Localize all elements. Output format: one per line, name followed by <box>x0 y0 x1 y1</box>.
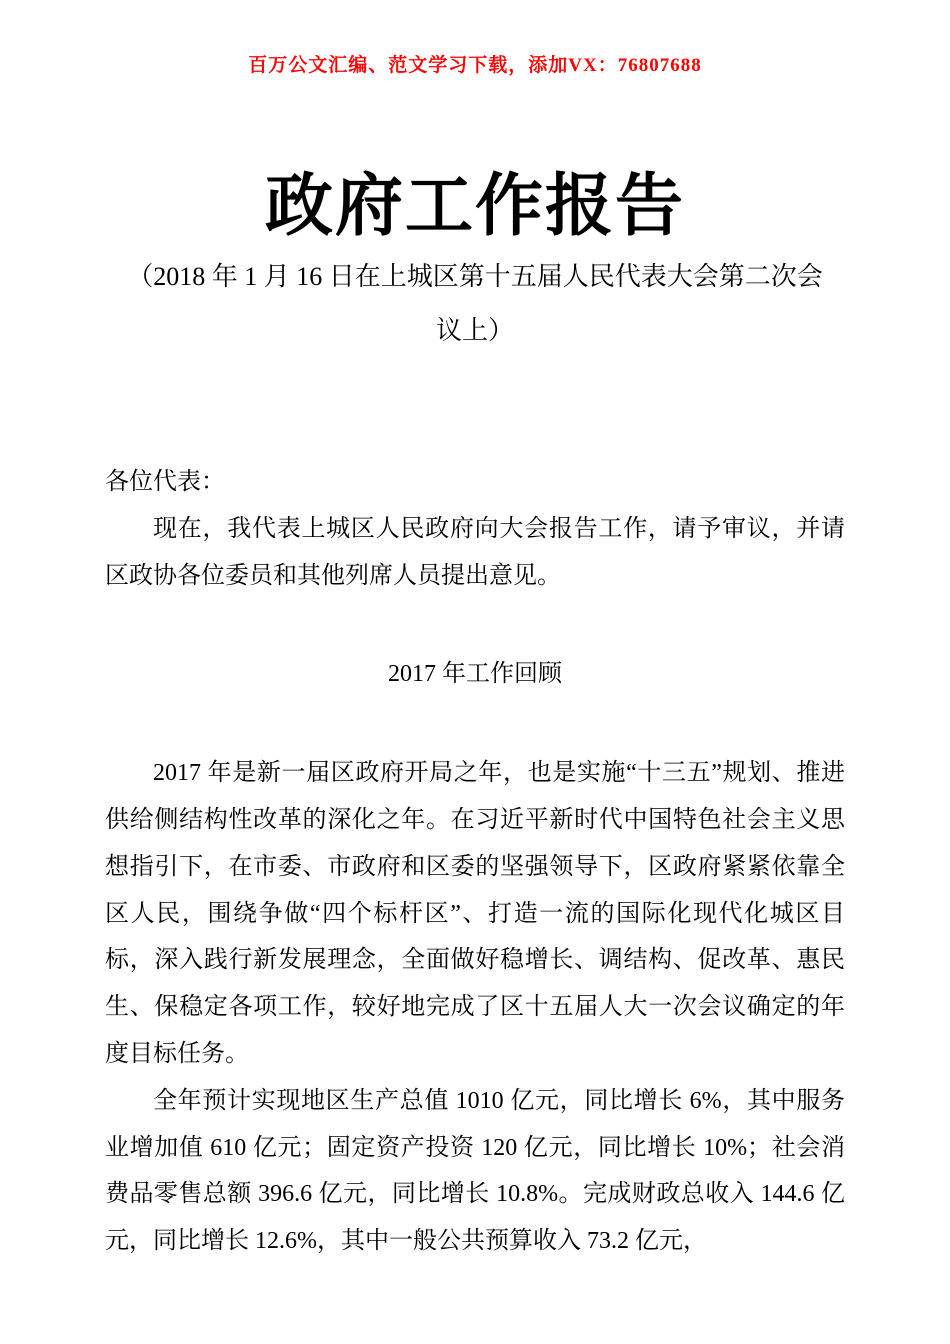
document-subtitle: （2018 年 1 月 16 日在上城区第十五届人民代表大会第二次会议上） <box>127 261 823 346</box>
paragraph-economic-figures: 全年预计实现地区生产总值 1010 亿元，同比增长 6%，其中服务业增加值 610 亿元；固定资产投资 120 亿元，同比增长 10%；社会消费品零售总额 396.6 亿元，同比增长 10.8%。完成财政总收入 144.6 亿元，同比增长 12.6%，其中一般公共预算收入 73.2 亿元， <box>105 1087 845 1255</box>
paragraph-2017-overview: 2017 年是新一届区政府开局之年，也是实施“十三五”规划、推进供给侧结构性改革的深化之年。在习近平新时代中国特色社会主义思想指引下，在市委、市政府和区委的坚强领导下，区政府紧紧依靠全区人民，围绕争做“四个标杆区”、打造一流的国际化现代化城区目标，深入践行新发展理念，全面做好稳增长、调结构、促改革、惠民生、保稳定各项工作，较好地完成了区十五届人大一次会议确定的年度目标任务。 <box>105 760 845 1067</box>
section-heading-2017-review: 2017 年工作回顾 <box>388 661 562 688</box>
promo-notice: 百万公文汇编、范文学习下载，添加VX：76807688 <box>248 55 702 76</box>
salutation: 各位代表： <box>105 468 225 495</box>
intro-paragraph: 现在，我代表上城区人民政府向大会报告工作，请予审议，并请区政协各位委员和其他列席人员提出意见。 <box>105 515 845 589</box>
document-title: 政府工作报告 <box>264 168 685 244</box>
